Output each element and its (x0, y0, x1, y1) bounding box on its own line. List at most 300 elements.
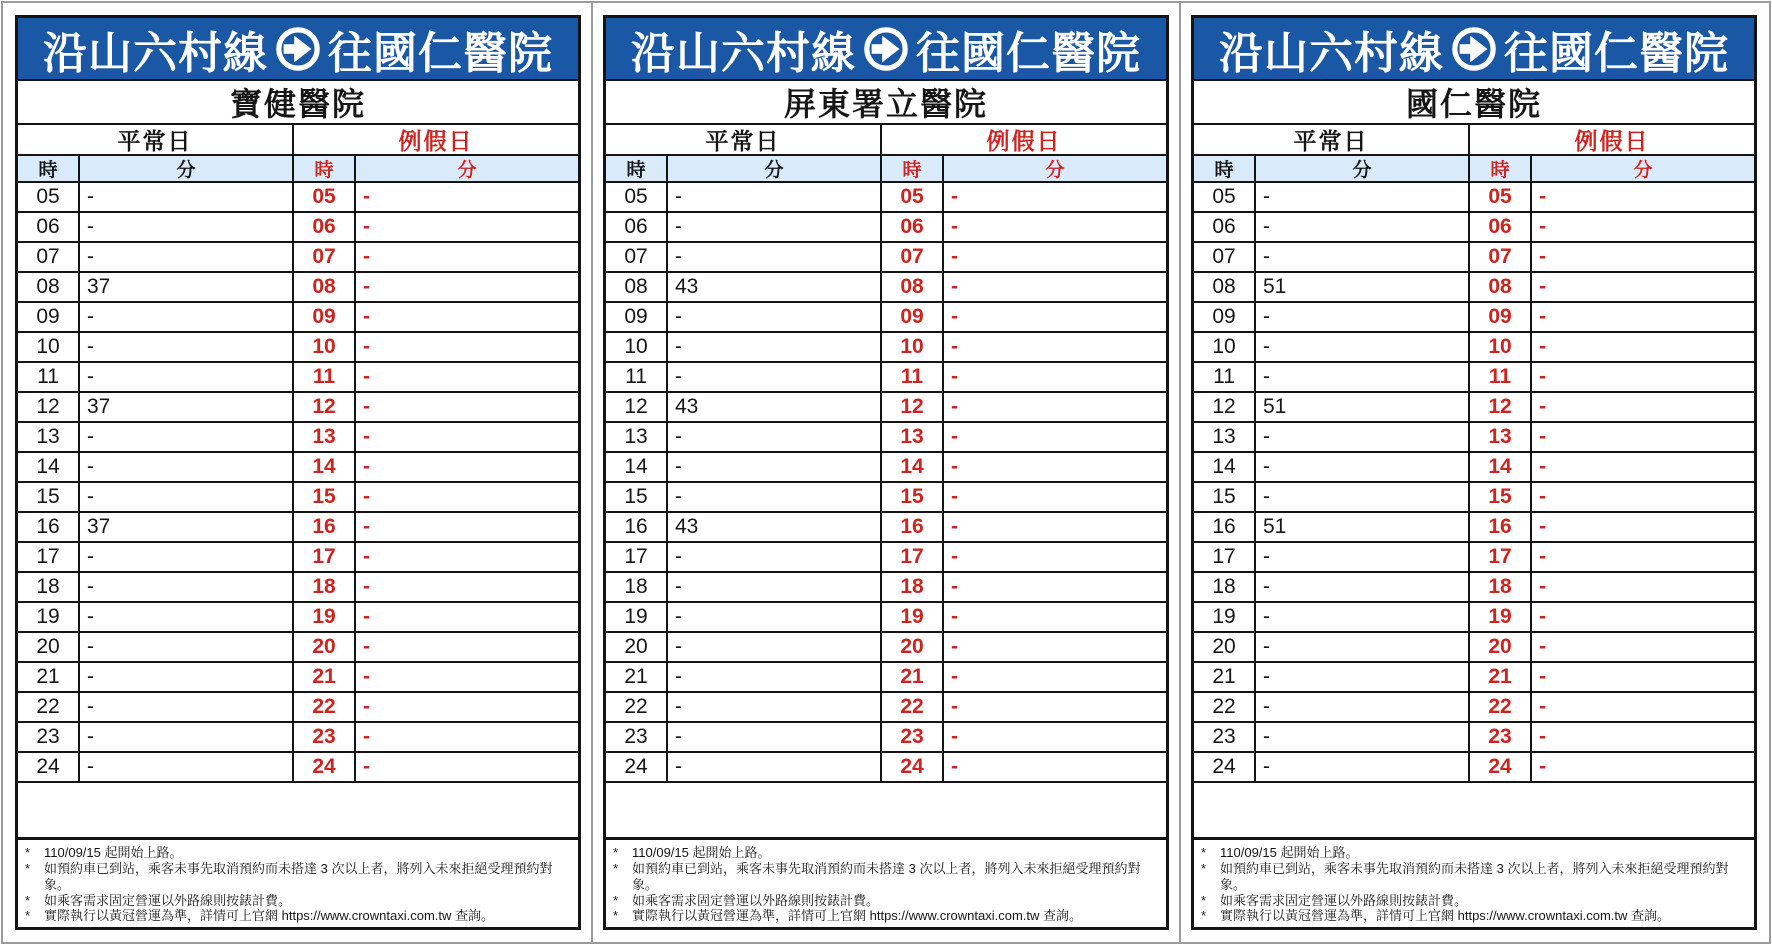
weekday-minute: - (668, 453, 882, 481)
table-row (1194, 543, 1754, 573)
arrow-right-circle-icon (863, 26, 909, 72)
holiday-hour: 14 (882, 453, 944, 481)
weekday-hour: 18 (18, 573, 80, 601)
holiday-label: 例假日 (1574, 128, 1650, 154)
table-row (18, 573, 578, 603)
weekday-label: 平常日 (18, 125, 294, 154)
route-header (18, 18, 578, 81)
weekday-hour: 05 (18, 183, 80, 211)
note-text: 如乘客需求固定營運以外路線則按錶計費。 (44, 892, 292, 908)
holiday-minute: - (1539, 365, 1546, 388)
note-line (1201, 845, 1745, 861)
table-row (1194, 753, 1754, 783)
holiday-minute: - (951, 335, 958, 358)
weekday-minute-header: 分 (1256, 156, 1470, 181)
weekday-hour: 13 (18, 423, 80, 451)
note-line (25, 845, 569, 861)
holiday-minute: - (1539, 425, 1546, 448)
holiday-minute: - (951, 545, 958, 568)
holiday-hour: 10 (294, 333, 356, 361)
holiday-hour: 07 (1470, 243, 1532, 271)
holiday-minute-header: 分 (457, 160, 477, 181)
note-marker-icon: * (1201, 860, 1207, 876)
table-row (606, 363, 1166, 393)
table-row (1194, 393, 1754, 423)
weekday-minute: - (80, 303, 294, 331)
route-name: 沿山六村線 (631, 28, 856, 78)
weekday-hour: 17 (1194, 543, 1256, 571)
table-row (1194, 423, 1754, 453)
table-row (1194, 483, 1754, 513)
weekday-minute: - (668, 243, 882, 271)
holiday-hour: 13 (1470, 423, 1532, 451)
weekday-minute-header: 分 (668, 156, 882, 181)
holiday-minute: - (951, 245, 958, 268)
holiday-minute: - (363, 635, 370, 658)
holiday-minute: - (951, 485, 958, 508)
weekday-minute: - (1256, 633, 1470, 661)
weekday-hour-header: 時 (606, 156, 668, 181)
weekday-minute: 37 (80, 273, 294, 301)
weekday-hour: 20 (606, 633, 668, 661)
weekday-minute: - (668, 333, 882, 361)
holiday-minute: - (951, 665, 958, 688)
table-row (606, 723, 1166, 753)
weekday-hour: 15 (606, 483, 668, 511)
holiday-label: 例假日 (986, 128, 1062, 154)
holiday-hour: 11 (882, 363, 944, 391)
day-header-row (1194, 125, 1754, 156)
weekday-hour: 05 (1194, 183, 1256, 211)
table-row (1194, 573, 1754, 603)
table-row (606, 603, 1166, 633)
weekday-hour: 12 (606, 393, 668, 421)
weekday-minute-header: 分 (80, 156, 294, 181)
column-header-row (1194, 156, 1754, 183)
table-row (18, 483, 578, 513)
holiday-hour: 05 (294, 183, 356, 211)
note-text: 110/09/15 起開始上路。 (1220, 845, 1359, 860)
weekday-minute: - (1256, 213, 1470, 241)
holiday-minute: - (951, 575, 958, 598)
holiday-hour: 20 (294, 633, 356, 661)
table-row (606, 183, 1166, 213)
weekday-minute: - (80, 183, 294, 211)
holiday-minute: - (1539, 245, 1546, 268)
holiday-minute: - (363, 515, 370, 538)
table-row (606, 273, 1166, 303)
table-row (18, 453, 578, 483)
empty-box (18, 783, 578, 840)
weekday-minute: 51 (1256, 273, 1470, 301)
holiday-minute: - (951, 425, 958, 448)
note-marker-icon: * (1201, 892, 1207, 908)
holiday-hour: 08 (294, 273, 356, 301)
weekday-hour: 13 (1194, 423, 1256, 451)
holiday-minute: - (951, 635, 958, 658)
holiday-minute: - (951, 755, 958, 778)
table-row (606, 483, 1166, 513)
table-row (606, 513, 1166, 543)
holiday-hour: 22 (294, 693, 356, 721)
weekday-minute: - (668, 183, 882, 211)
weekday-hour-header: 時 (18, 156, 80, 181)
holiday-hour: 22 (1470, 693, 1532, 721)
table-row (1194, 453, 1754, 483)
route-name: 沿山六村線 (1219, 28, 1444, 78)
holiday-hour: 05 (1470, 183, 1532, 211)
holiday-minute: - (1539, 185, 1546, 208)
holiday-minute: - (363, 755, 370, 778)
holiday-minute: - (363, 245, 370, 268)
weekday-minute: - (80, 663, 294, 691)
weekday-minute: - (1256, 363, 1470, 391)
holiday-minute: - (363, 305, 370, 328)
weekday-hour: 23 (606, 723, 668, 751)
weekday-hour: 18 (1194, 573, 1256, 601)
holiday-hour: 11 (294, 363, 356, 391)
weekday-minute: - (80, 573, 294, 601)
note-text: 如乘客需求固定營運以外路線則按錶計費。 (632, 892, 880, 908)
note-text: 110/09/15 起開始上路。 (44, 845, 183, 860)
weekday-minute: - (1256, 183, 1470, 211)
weekday-minute: - (1256, 723, 1470, 751)
route-name: 沿山六村線 (43, 28, 268, 78)
table-row (1194, 723, 1754, 753)
holiday-hour: 09 (1470, 303, 1532, 331)
table-row (1194, 213, 1754, 243)
table-row (18, 633, 578, 663)
table-row (18, 303, 578, 333)
note-text: 如預約車已到站，乘客未事先取消預約而未搭達 3 次以上者，將列入未來拒絕受理預約對象。 (632, 860, 1141, 892)
weekday-minute: - (80, 363, 294, 391)
holiday-minute: - (363, 605, 370, 628)
column-header-row (18, 156, 578, 183)
holiday-hour: 17 (882, 543, 944, 571)
holiday-hour: 15 (1470, 483, 1532, 511)
weekday-hour: 15 (1194, 483, 1256, 511)
weekday-minute: - (1256, 543, 1470, 571)
holiday-minute: - (363, 725, 370, 748)
timetable-panel (15, 15, 581, 930)
weekday-minute: - (1256, 603, 1470, 631)
holiday-minute: - (1539, 335, 1546, 358)
holiday-minute: - (363, 545, 370, 568)
table-row (606, 423, 1166, 453)
weekday-hour: 12 (1194, 393, 1256, 421)
holiday-minute: - (363, 695, 370, 718)
weekday-hour: 06 (1194, 213, 1256, 241)
table-row (1194, 693, 1754, 723)
weekday-minute: - (1256, 693, 1470, 721)
weekday-minute: - (668, 543, 882, 571)
route-destination: 往國仁醫院 (328, 28, 553, 78)
holiday-hour: 21 (882, 663, 944, 691)
weekday-minute: - (668, 303, 882, 331)
table-row (606, 693, 1166, 723)
empty-box (1194, 783, 1754, 840)
table-row (1194, 183, 1754, 213)
weekday-minute: - (668, 213, 882, 241)
holiday-hour: 24 (294, 753, 356, 781)
table-row (18, 543, 578, 573)
weekday-hour: 24 (606, 753, 668, 781)
weekday-label: 平常日 (606, 125, 882, 154)
weekday-minute: - (668, 603, 882, 631)
weekday-minute: - (668, 663, 882, 691)
table-row (18, 663, 578, 693)
table-row (1194, 363, 1754, 393)
note-line (1201, 908, 1745, 924)
holiday-minute: - (363, 395, 370, 418)
note-text: 實際執行以黃冠營運為準，詳情可上官網 https://www.crowntaxi.com.tw 查詢。 (44, 908, 494, 924)
table-row (18, 183, 578, 213)
table-row (606, 753, 1166, 783)
weekday-minute: - (80, 423, 294, 451)
weekday-minute: - (1256, 243, 1470, 271)
holiday-hour: 13 (294, 423, 356, 451)
table-row (18, 423, 578, 453)
holiday-hour: 13 (882, 423, 944, 451)
holiday-hour: 23 (882, 723, 944, 751)
holiday-hour: 23 (294, 723, 356, 751)
weekday-minute: - (1256, 303, 1470, 331)
holiday-hour: 10 (882, 333, 944, 361)
holiday-minute: - (1539, 545, 1546, 568)
weekday-minute: - (1256, 333, 1470, 361)
table-row (18, 363, 578, 393)
holiday-hour: 12 (1470, 393, 1532, 421)
holiday-hour: 09 (294, 303, 356, 331)
holiday-hour: 22 (882, 693, 944, 721)
holiday-minute: - (363, 215, 370, 238)
notes (18, 840, 578, 927)
holiday-hour: 14 (1470, 453, 1532, 481)
station-name: 國仁醫院 (1194, 81, 1754, 125)
table-row (1194, 303, 1754, 333)
empty-box (606, 783, 1166, 840)
holiday-minute: - (1539, 485, 1546, 508)
route-destination: 往國仁醫院 (916, 28, 1141, 78)
weekday-hour: 17 (18, 543, 80, 571)
note-marker-icon: * (1201, 908, 1207, 924)
weekday-hour: 14 (1194, 453, 1256, 481)
holiday-minute: - (951, 185, 958, 208)
table-row (18, 333, 578, 363)
holiday-minute: - (1539, 455, 1546, 478)
holiday-hour: 06 (294, 213, 356, 241)
holiday-hour: 24 (1470, 753, 1532, 781)
holiday-minute: - (1539, 305, 1546, 328)
weekday-minute: - (668, 573, 882, 601)
holiday-hour: 24 (882, 753, 944, 781)
holiday-hour: 17 (1470, 543, 1532, 571)
weekday-minute: - (80, 483, 294, 511)
table-row (18, 513, 578, 543)
day-header-row (18, 125, 578, 156)
weekday-hour: 11 (1194, 363, 1256, 391)
holiday-hour: 18 (882, 573, 944, 601)
holiday-minute: - (951, 725, 958, 748)
holiday-hour: 12 (882, 393, 944, 421)
holiday-minute: - (1539, 395, 1546, 418)
weekday-minute: - (668, 723, 882, 751)
holiday-minute: - (1539, 215, 1546, 238)
table-row (606, 573, 1166, 603)
holiday-minute: - (1539, 665, 1546, 688)
weekday-minute: - (668, 483, 882, 511)
holiday-minute: - (1539, 515, 1546, 538)
weekday-hour: 06 (18, 213, 80, 241)
weekday-hour: 17 (606, 543, 668, 571)
note-text: 如乘客需求固定營運以外路線則按錶計費。 (1220, 892, 1468, 908)
weekday-minute: - (668, 693, 882, 721)
weekday-minute: - (80, 243, 294, 271)
rows-container (606, 183, 1166, 783)
holiday-minute-header: 分 (1045, 160, 1065, 181)
route-header (606, 18, 1166, 81)
holiday-hour: 16 (1470, 513, 1532, 541)
holiday-minute: - (951, 365, 958, 388)
table-row (606, 213, 1166, 243)
weekday-hour: 08 (606, 273, 668, 301)
note-marker-icon: * (613, 892, 619, 908)
route-header (1194, 18, 1754, 81)
note-marker-icon: * (25, 860, 31, 876)
holiday-hour: 09 (882, 303, 944, 331)
holiday-minute: - (951, 695, 958, 718)
station-name: 寶健醫院 (18, 81, 578, 125)
note-text: 實際執行以黃冠營運為準，詳情可上官網 https://www.crowntaxi.com.tw 查詢。 (1220, 908, 1670, 924)
route-destination: 往國仁醫院 (1504, 28, 1729, 78)
holiday-minute: - (1539, 605, 1546, 628)
holiday-hour: 16 (882, 513, 944, 541)
holiday-minute: - (951, 305, 958, 328)
table-row (18, 693, 578, 723)
holiday-hour: 17 (294, 543, 356, 571)
weekday-hour: 22 (18, 693, 80, 721)
notes (606, 840, 1166, 927)
holiday-minute-header: 分 (1633, 160, 1653, 181)
holiday-hour: 16 (294, 513, 356, 541)
note-line (25, 861, 569, 893)
note-line (613, 908, 1157, 924)
weekday-minute: 51 (1256, 513, 1470, 541)
weekday-minute: 37 (80, 513, 294, 541)
holiday-minute: - (1539, 725, 1546, 748)
table-row (18, 273, 578, 303)
holiday-minute: - (951, 215, 958, 238)
weekday-minute: 51 (1256, 393, 1470, 421)
weekday-hour: 15 (18, 483, 80, 511)
holiday-minute: - (363, 665, 370, 688)
table-row (606, 333, 1166, 363)
holiday-minute: - (363, 185, 370, 208)
notes (1194, 840, 1754, 927)
weekday-hour-header: 時 (1194, 156, 1256, 181)
weekday-minute: - (1256, 753, 1470, 781)
station-name: 屏東署立醫院 (606, 81, 1166, 125)
holiday-minute: - (951, 515, 958, 538)
rows-container (18, 183, 578, 783)
weekday-minute: - (80, 603, 294, 631)
weekday-hour: 14 (606, 453, 668, 481)
weekday-hour: 23 (18, 723, 80, 751)
holiday-minute: - (1539, 635, 1546, 658)
holiday-minute: - (951, 395, 958, 418)
weekday-hour: 13 (606, 423, 668, 451)
holiday-minute: - (363, 335, 370, 358)
holiday-label: 例假日 (398, 128, 474, 154)
table-row (18, 213, 578, 243)
weekday-hour: 21 (18, 663, 80, 691)
note-line (25, 893, 569, 909)
holiday-hour: 06 (1470, 213, 1532, 241)
weekday-minute: 43 (668, 393, 882, 421)
weekday-hour: 19 (606, 603, 668, 631)
table-row (18, 723, 578, 753)
table-row (18, 393, 578, 423)
table-row (606, 543, 1166, 573)
day-header-row (606, 125, 1166, 156)
holiday-hour: 11 (1470, 363, 1532, 391)
weekday-minute: - (668, 363, 882, 391)
weekday-hour: 09 (606, 303, 668, 331)
weekday-minute: - (1256, 453, 1470, 481)
holiday-minute: - (1539, 575, 1546, 598)
holiday-hour: 08 (882, 273, 944, 301)
weekday-hour: 08 (18, 273, 80, 301)
holiday-minute: - (1539, 755, 1546, 778)
table-row (1194, 243, 1754, 273)
holiday-hour: 10 (1470, 333, 1532, 361)
table-row (606, 453, 1166, 483)
weekday-hour: 16 (1194, 513, 1256, 541)
arrow-right-circle-icon (275, 26, 321, 72)
note-marker-icon: * (25, 845, 31, 860)
table-row (606, 393, 1166, 423)
holiday-hour: 05 (882, 183, 944, 211)
holiday-minute: - (363, 425, 370, 448)
holiday-hour-header: 時 (1470, 156, 1532, 181)
weekday-hour: 06 (606, 213, 668, 241)
table-row (18, 243, 578, 273)
holiday-hour: 19 (882, 603, 944, 631)
holiday-hour: 07 (294, 243, 356, 271)
weekday-hour: 10 (606, 333, 668, 361)
weekday-label: 平常日 (1194, 125, 1470, 154)
weekday-hour: 09 (1194, 303, 1256, 331)
note-text: 110/09/15 起開始上路。 (632, 845, 771, 860)
holiday-minute: - (363, 575, 370, 598)
weekday-hour: 21 (1194, 663, 1256, 691)
holiday-hour: 12 (294, 393, 356, 421)
weekday-hour: 12 (18, 393, 80, 421)
weekday-minute: - (80, 213, 294, 241)
weekday-hour: 22 (1194, 693, 1256, 721)
weekday-hour: 20 (18, 633, 80, 661)
holiday-hour: 20 (882, 633, 944, 661)
note-marker-icon: * (613, 908, 619, 924)
note-line (1201, 893, 1745, 909)
weekday-hour: 16 (606, 513, 668, 541)
weekday-minute: 37 (80, 393, 294, 421)
holiday-hour: 14 (294, 453, 356, 481)
weekday-hour: 05 (606, 183, 668, 211)
weekday-hour: 07 (606, 243, 668, 271)
holiday-hour: 15 (882, 483, 944, 511)
weekday-hour: 10 (18, 333, 80, 361)
